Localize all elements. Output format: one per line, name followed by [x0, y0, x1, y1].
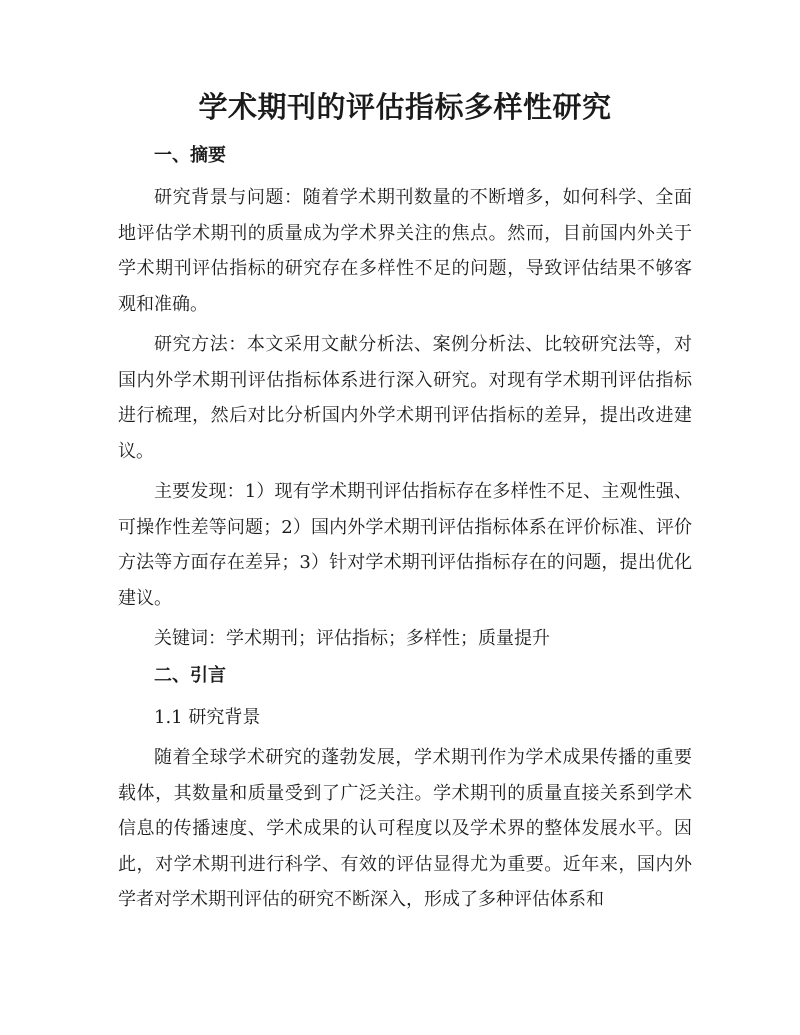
document-title: 学术期刊的评估指标多样性研究 — [198, 90, 612, 124]
keywords-line: 关键词：学术期刊；评估指标；多样性；质量提升 — [154, 628, 550, 649]
research-background-subheading: 1.1 研究背景 — [154, 706, 261, 728]
abstract-findings-paragraph: 主要发现：1）现有学术期刊评估指标存在多样性不足、主观性强、可操作性差等问题；2）国内外学术期刊评估指标体系在评价标准、评价方法等方面存在差异；3）针对学术期刊评估指标存在的问题，提出优化建议。 — [118, 481, 692, 609]
introduction-paragraph: 随着全球学术研究的蓬勃发展，学术期刊作为学术成果传播的重要载体，其数量和质量受到了广泛关注。学术期刊的质量直接关系到学术信息的传播速度、学术成果的认可程度以及学术界的整体发展水平。因此，对学术期刊进行科学、有效的评估显得尤为重要。近年来，国内外学者对学术期刊评估的研究不断深入，形成了多种评估体系和 — [118, 747, 692, 910]
abstract-background-paragraph: 研究背景与问题：随着学术期刊数量的不断增多，如何科学、全面地评估学术期刊的质量成为学术界关注的焦点。然而，目前国内外关于学术期刊评估指标的研究存在多样性不足的问题，导致评估结果不够客观和准确。 — [118, 187, 692, 315]
introduction-heading: 二、引言 — [154, 664, 226, 686]
abstract-heading: 一、摘要 — [154, 145, 226, 166]
abstract-methods-paragraph: 研究方法：本文采用文献分析法、案例分析法、比较研究法等，对国内外学术期刊评估指标体系进行深入研究。对现有学术期刊评估指标进行梳理，然后对比分析国内外学术期刊评估指标的差异，提出改进建议。 — [118, 334, 692, 462]
